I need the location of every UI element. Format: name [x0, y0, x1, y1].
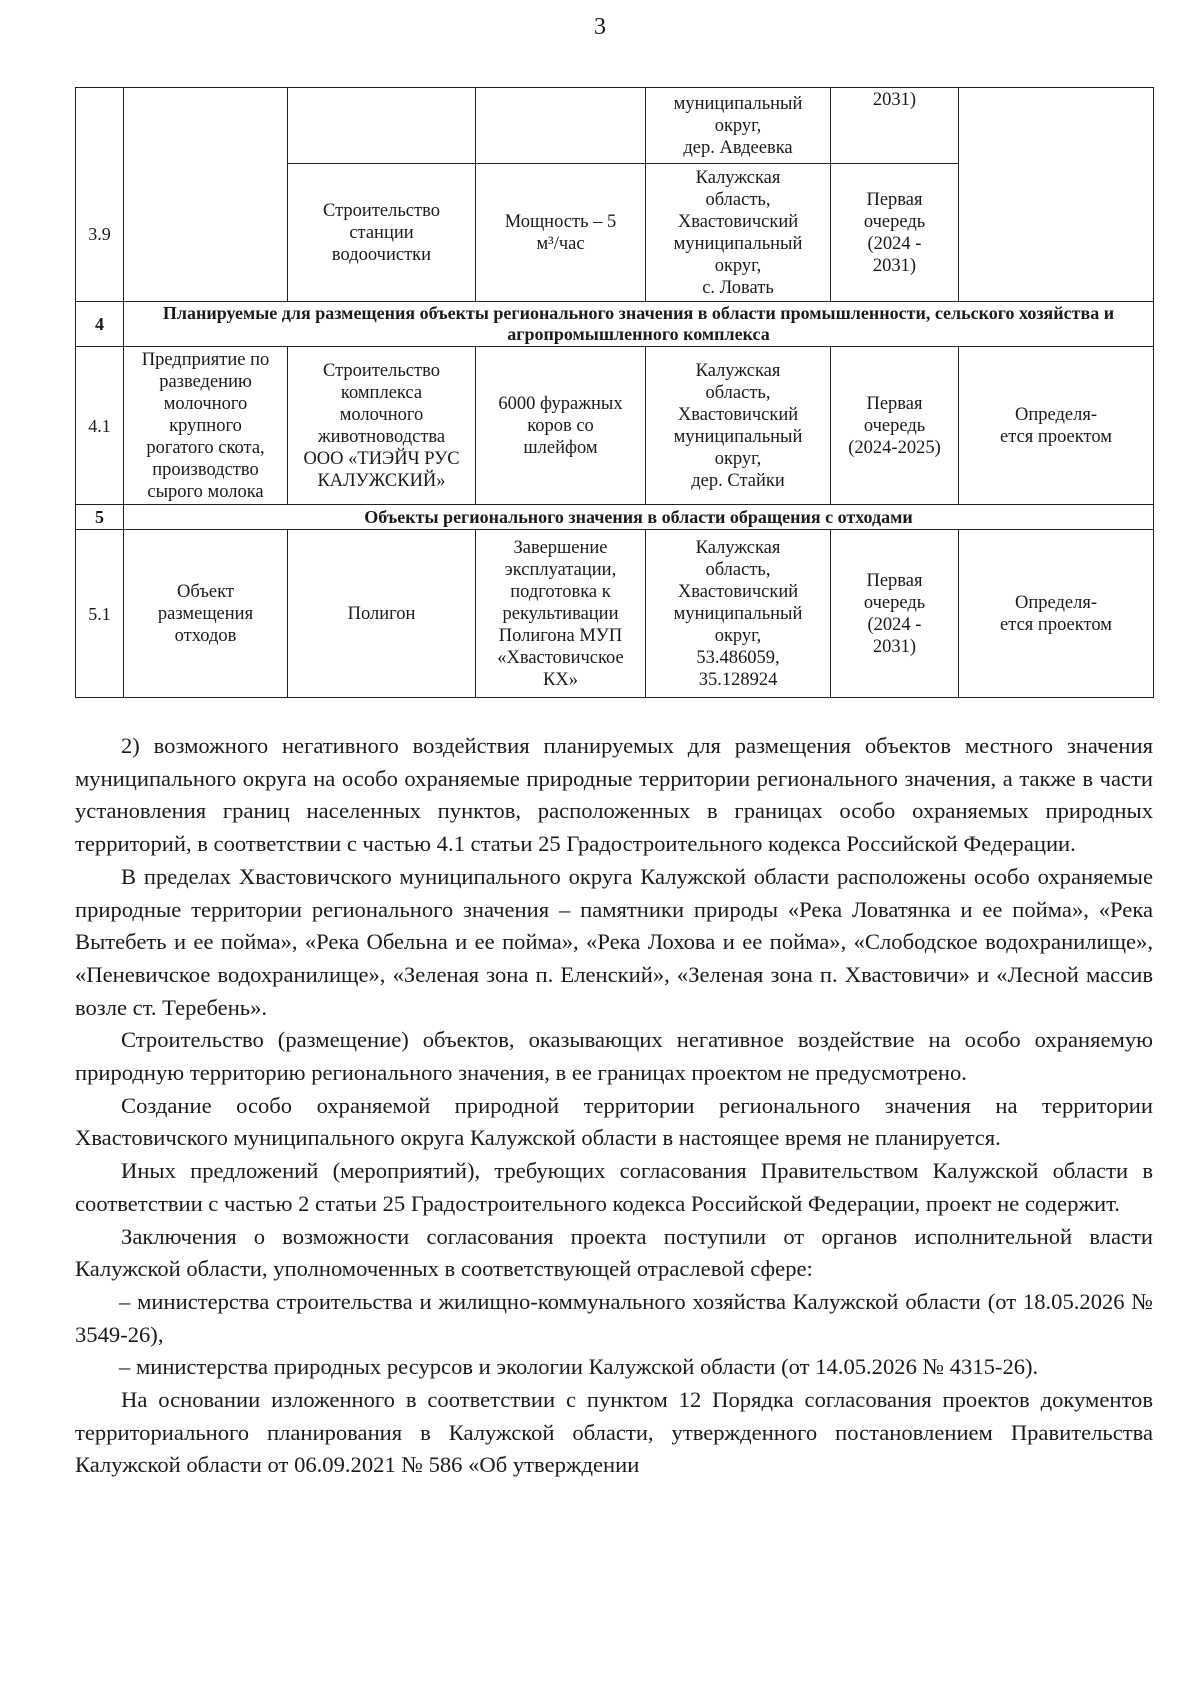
- paragraph: Создание особо охраняемой природной территории регионального значения на территории Хвастовичского муниципального округа Калужской области в настоящее время не планируется.: [75, 1092, 1153, 1151]
- list-item: – министерства природных ресурсов и экологии Калужской области (от 14.05.2026 № 4315-26).: [119, 1354, 1039, 1380]
- cell-location: Калужская область, Хвастовичский муниципальный округ, с. Ловать: [646, 164, 831, 302]
- cell-term: 2031): [831, 88, 959, 164]
- cell-purpose: Строительство станции водоочистки: [288, 164, 476, 302]
- cell-capacity: Мощность – 5 м³/час: [476, 164, 646, 302]
- cell-num: 4: [76, 302, 124, 347]
- cell-purpose: [288, 88, 476, 164]
- paragraph: Заключения о возможности согласования проекта поступили от органов исполнительной власти Калужской области, уполномоченных в соответствующей отраслевой сфере:: [75, 1223, 1153, 1282]
- section-heading: Планируемые для размещения объекты регионального значения в области промышленности, сельского хозяйства и агропромышленного комплекса: [124, 302, 1154, 347]
- objects-table: [75, 87, 1154, 698]
- section-row: [76, 302, 1154, 347]
- table-row: [76, 88, 1154, 164]
- cell-num: 3.9: [76, 88, 124, 302]
- paragraph: 2) возможного негативного воздействия планируемых для размещения объектов местного значения муниципального округа на особо охраняемые природные территории регионального значения, а также в части установления границ населенных пунктов, расположенных в границах особо охраняемых природных территорий, в соответствии с частью 4.1 статьи 25 Градостроительного кодекса Российской Федерации.: [75, 733, 1153, 857]
- table-row: [76, 347, 1154, 505]
- section-heading: Объекты регионального значения в области обращения с отходами: [124, 505, 1154, 530]
- cell-num: 4.1: [76, 347, 124, 505]
- cell-name: Объект размещения отходов: [124, 530, 288, 698]
- cell-zone: Определя- ется проектом: [959, 530, 1154, 698]
- cell-term: Первая очередь (2024 - 2031): [831, 530, 959, 698]
- cell-purpose: Полигон: [288, 530, 476, 698]
- cell-capacity: 6000 фуражных коров со шлейфом: [476, 347, 646, 505]
- paragraph: Иных предложений (мероприятий), требующих согласования Правительством Калужской области в соответствии с частью 2 статьи 25 Градостроительного кодекса Российской Федерации, проект не содержит.: [75, 1158, 1153, 1216]
- body-text: [75, 730, 1153, 1482]
- section-row: [76, 505, 1154, 530]
- cell-name: [124, 88, 288, 302]
- cell-capacity: Завершение эксплуатации, подготовка к рекультивации Полигона МУП «Хвастовичское КХ»: [476, 530, 646, 698]
- cell-purpose: Строительство комплекса молочного животноводства ООО «ТИЭЙЧ РУС КАЛУЖСКИЙ»: [288, 347, 476, 505]
- cell-zone: [959, 88, 1154, 302]
- list-item: – министерства строительства и жилищно-коммунального хозяйства Калужской области (от 18.05.2026 № 3549-26),: [75, 1288, 1153, 1347]
- paragraph: В пределах Хвастовичского муниципального округа Калужской области расположены особо охраняемые природные территории регионального значения – памятники природы «Река Ловатянка и ее пойма», «Река Вытебеть и ее пойма», «Река Обельна и ее пойма», «Река Лохова и ее пойма», «Слободское водохранилище», «Пеневичское водохранилище», «Зеленая зона п. Еленский», «Зеленая зона п. Хвастовичи» и «Лесной массив возле ст. Теребень».: [75, 863, 1153, 1020]
- cell-term: Первая очередь (2024-2025): [831, 347, 959, 505]
- cell-zone: Определя- ется проектом: [959, 347, 1154, 505]
- cell-name: Предприятие по разведению молочного крупного рогатого скота, производство сырого молока: [124, 347, 288, 505]
- paragraph: На основании изложенного в соответствии с пунктом 12 Порядка согласования проектов документов территориального планирования в Калужской области, утвержденного постановлением Правительства Калужской области от 06.09.2021 № 586 «Об утверждении: [75, 1387, 1153, 1478]
- paragraph: Строительство (размещение) объектов, оказывающих негативное воздействие на особо охраняемую природную территорию регионального значения, в ее границах проектом не предусмотрено.: [75, 1027, 1153, 1086]
- cell-capacity: [476, 88, 646, 164]
- cell-term: Первая очередь (2024 - 2031): [831, 164, 959, 302]
- cell-location: Калужская область, Хвастовичский муниципальный округ, дер. Стайки: [646, 347, 831, 505]
- page-number: 3: [594, 14, 606, 40]
- table-row: [76, 530, 1154, 698]
- cell-location: муниципальный округ, дер. Авдеевка: [646, 88, 831, 164]
- cell-num: 5.1: [76, 530, 124, 698]
- cell-num: 5: [76, 505, 124, 530]
- cell-location: Калужская область, Хвастовичский муниципальный округ, 53.486059, 35.128924: [646, 530, 831, 698]
